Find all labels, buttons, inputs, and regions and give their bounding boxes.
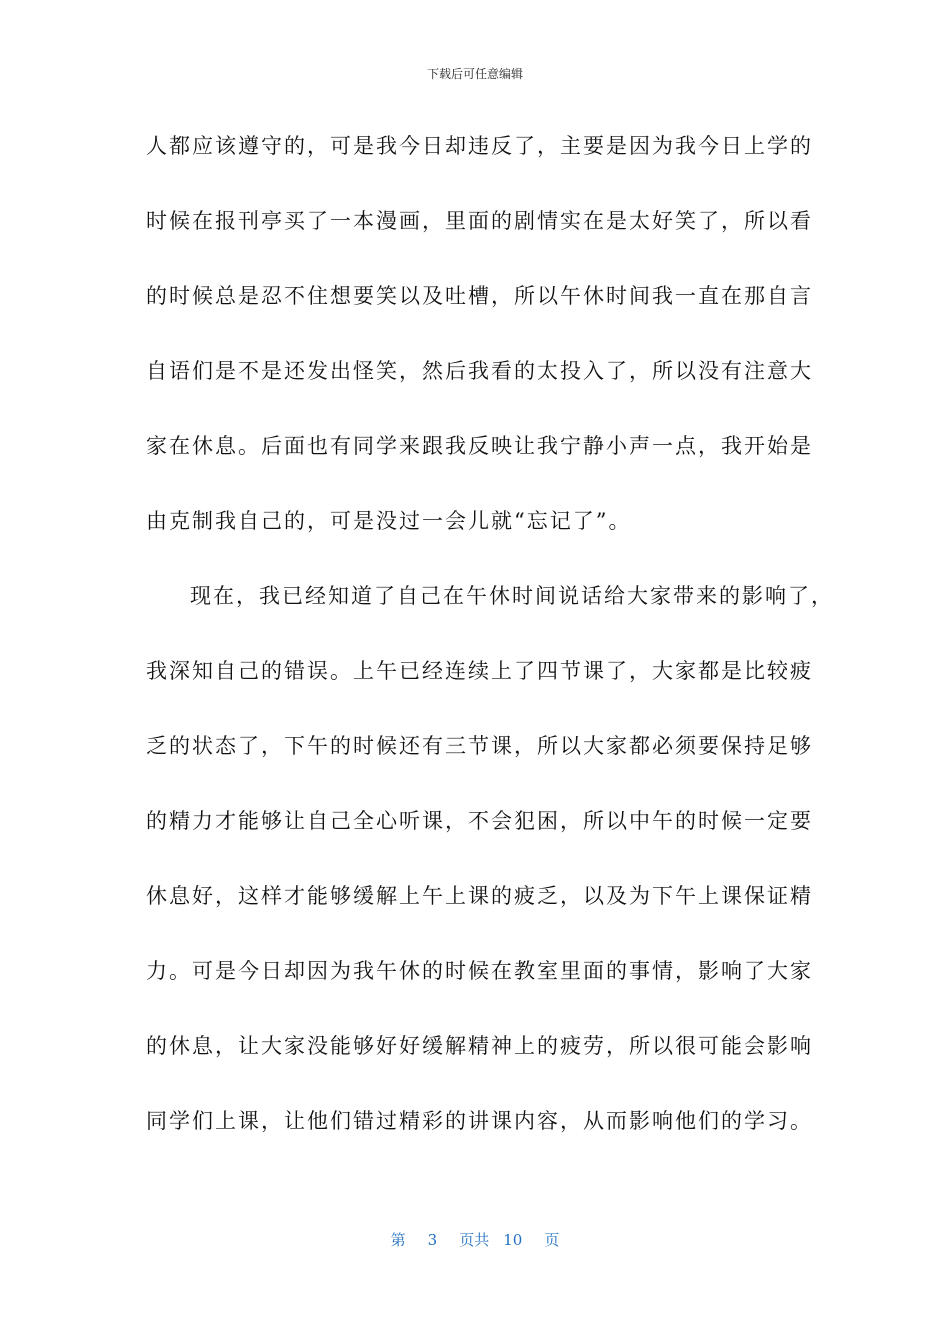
paragraph-first-line: 现在，我已经知道了自己在午休时间说话给大家带来的影响了， <box>190 584 834 608</box>
text-line: 力。可是今日却因为我午休的时候在教室里面的事情，影响了大家 <box>146 959 813 983</box>
text-line: 的精力才能够让自己全心听课，不会犯困，所以中午的时候一定要 <box>146 809 813 833</box>
text-line: 的休息，让大家没能够好好缓解精神上的疲劳，所以很可能会影响 <box>146 1034 813 1058</box>
text-line: 自语们是不是还发出怪笑，然后我看的太投入了，所以没有注意大 <box>146 359 813 383</box>
footer-middle: 页共 <box>459 1231 490 1249</box>
text-line: 休息好，这样才能够缓解上午上课的疲乏，以及为下午上课保证精 <box>146 884 813 908</box>
page-footer <box>0 1230 950 1250</box>
text-line: 同学们上课，让他们错过精彩的讲课内容，从而影响他们的学习。 <box>146 1109 813 1133</box>
footer-prefix: 第 <box>390 1231 406 1249</box>
current-page-number: 3 <box>427 1231 438 1249</box>
page-header: 下载后可任意编辑 <box>426 67 523 81</box>
text-line: 由克制我自己的，可是没过一会儿就“忘记了”。 <box>146 509 632 533</box>
text-line: 家在休息。后面也有同学来跟我反映让我宁静小声一点，我开始是 <box>146 434 813 458</box>
text-line: 我深知自己的错误。上午已经连续上了四节课了，大家都是比较疲 <box>146 659 813 683</box>
text-line: 时候在报刊亭买了一本漫画，里面的剧情实在是太好笑了，所以看 <box>146 209 813 233</box>
text-line: 人都应该遵守的，可是我今日却违反了，主要是因为我今日上学的 <box>146 134 813 158</box>
total-pages-number: 10 <box>503 1231 523 1249</box>
text-line: 乏的状态了，下午的时候还有三节课，所以大家都必须要保持足够 <box>146 734 813 758</box>
text-line: 的时候总是忍不住想要笑以及吐槽，所以午休时间我一直在那自言 <box>146 284 813 308</box>
footer-suffix: 页 <box>544 1231 560 1249</box>
